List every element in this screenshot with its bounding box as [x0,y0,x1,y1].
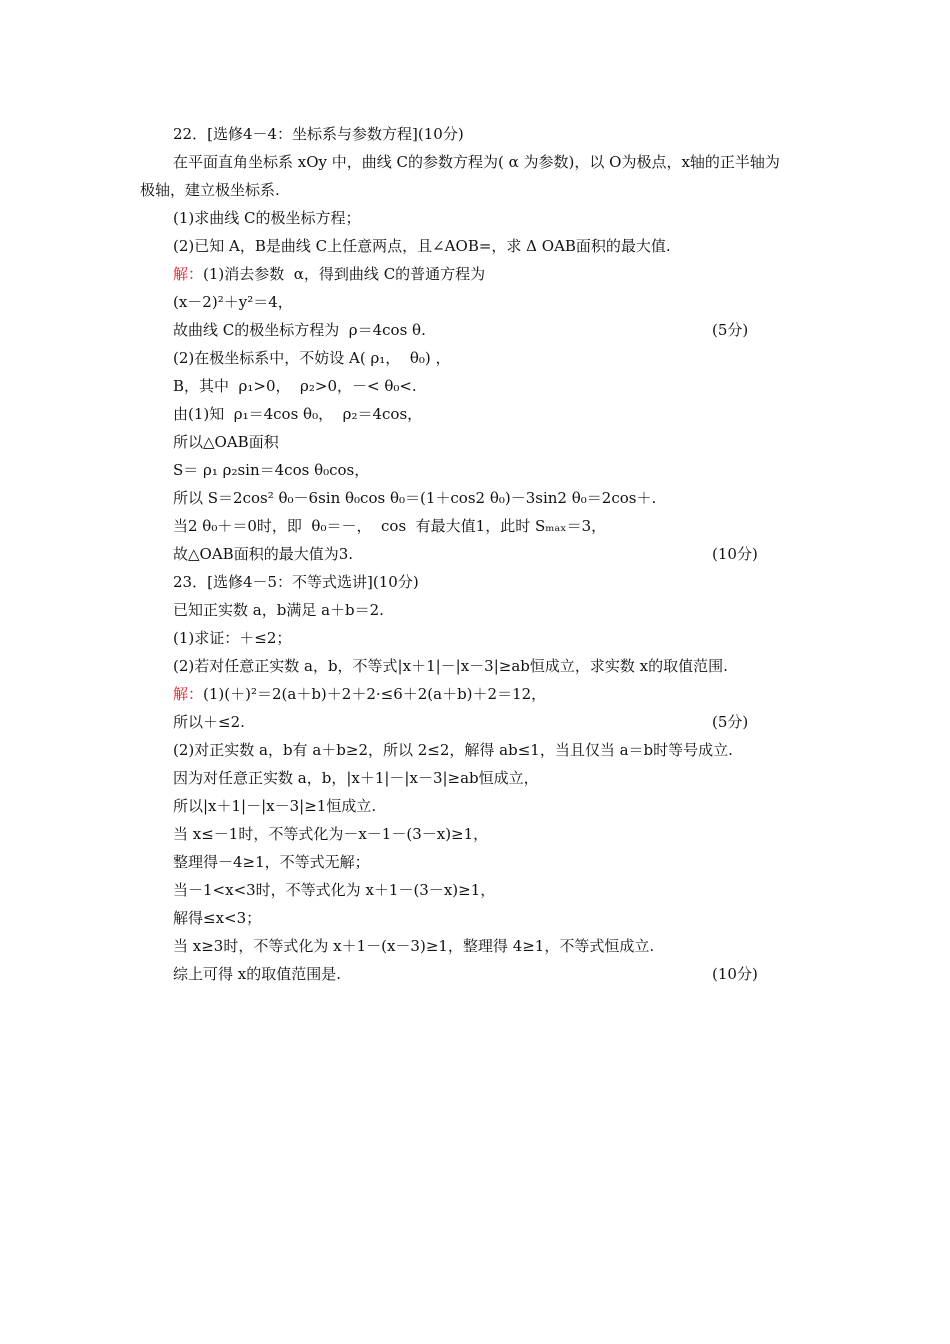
q22-solution-line1: 解：(1)消去参数 α，得到曲线 C的普通方程为 [173,265,486,283]
q23-score-2: (10分) [712,965,758,983]
q23-solution-line3: (2)对正实数 a，b有 a＋b≥2，所以 2≤2，解得 ab≤1，当且仅当 a＝b时等号成立. [173,741,733,759]
q22-header: 22．[选修4－4：坐标系与参数方程](10分) [173,125,464,143]
q23-score-1: (5分) [712,713,749,731]
q22-score-2: (10分) [712,545,758,563]
q23-solution-line6: 当 x≤－1时，不等式化为－x－1－(3－x)≥1， [173,825,489,843]
q23-header: 23．[选修4－5：不等式选讲](10分) [173,573,419,591]
q23-solution-line1: 解：(1)(＋)²＝2(a＋b)＋2＋2·≤6＋2(a＋b)＋2＝12， [173,685,547,703]
q22-solution-line4: (2)在极坐标系中，不妨设 A( ρ₁， θ₀) ， [173,349,451,367]
q22-score-1: (5分) [712,321,749,339]
q22-solution-line9: 所以 S＝2cos² θ₀－6sin θ₀cos θ₀＝(1＋cos2 θ₀)－3sin2 θ₀＝2cos＋. [173,489,657,507]
q23-part1: (1)求证：＋≤2； [173,629,292,647]
q22-solution-line6: 由(1)知 ρ₁＝4cos θ₀， ρ₂＝4cos， [173,405,423,423]
q23-solution-line9: 解得≤x<3； [173,909,262,927]
q23-solution-line4: 因为对任意正实数 a，b，|x＋1|－|x－3|≥ab恒成立， [173,769,539,787]
q22-statement-line1: 在平面直角坐标系 xOy 中，曲线 C的参数方程为( α 为参数)，以 O为极点，x轴的正半轴为 [173,153,780,171]
q23-part2: (2)若对任意正实数 a，b，不等式|x＋1|－|x－3|≥ab恒成立，求实数 x的取值范围. [173,657,728,675]
solution-label: 解： [173,265,204,283]
q23-solution-line8: 当－1<x<3时，不等式化为 x＋1－(3－x)≥1， [173,881,496,899]
q23-solution-line7: 整理得－4≥1，不等式无解； [173,853,370,871]
q22-statement-line2: 极轴，建立极坐标系. [140,181,280,199]
q22-solution-line2: (x－2)²＋y²＝4， [173,293,293,311]
q22-part1: (1)求曲线 C的极坐标方程； [173,209,361,227]
solution-label: 解： [173,685,204,703]
q22-part2: (2)已知 A，B是曲线 C上任意两点，且∠AOB=，求 Δ OAB面积的最大值. [173,237,671,255]
q23-solution-line11: 综上可得 x的取值范围是. [173,965,341,983]
q22-solution-line8: S＝ ρ₁ ρ₂sin＝4cos θ₀cos， [173,461,370,479]
q23-solution-line2: 所以＋≤2. [173,713,245,731]
q23-statement: 已知正实数 a，b满足 a＋b＝2. [173,601,384,619]
q22-solution-line11: 故△OAB面积的最大值为3. [173,545,354,563]
q22-solution-line5: B，其中 ρ₁>0， ρ₂>0，－< θ₀<. [173,377,417,395]
q22-solution-line3: 故曲线 C的极坐标方程为 ρ＝4cos θ. [173,321,426,339]
q22-solution-line7: 所以△OAB面积 [173,433,279,451]
q22-solution-line10: 当2 θ₀＋＝0时，即 θ₀＝－， cos 有最大值1，此时 Sₘₐₓ＝3， [173,517,607,535]
q23-solution-line10: 当 x≥3时，不等式化为 x＋1－(x－3)≥1，整理得 4≥1，不等式恒成立. [173,937,655,955]
q23-solution-line5: 所以|x＋1|－|x－3|≥1恒成立. [173,797,377,815]
